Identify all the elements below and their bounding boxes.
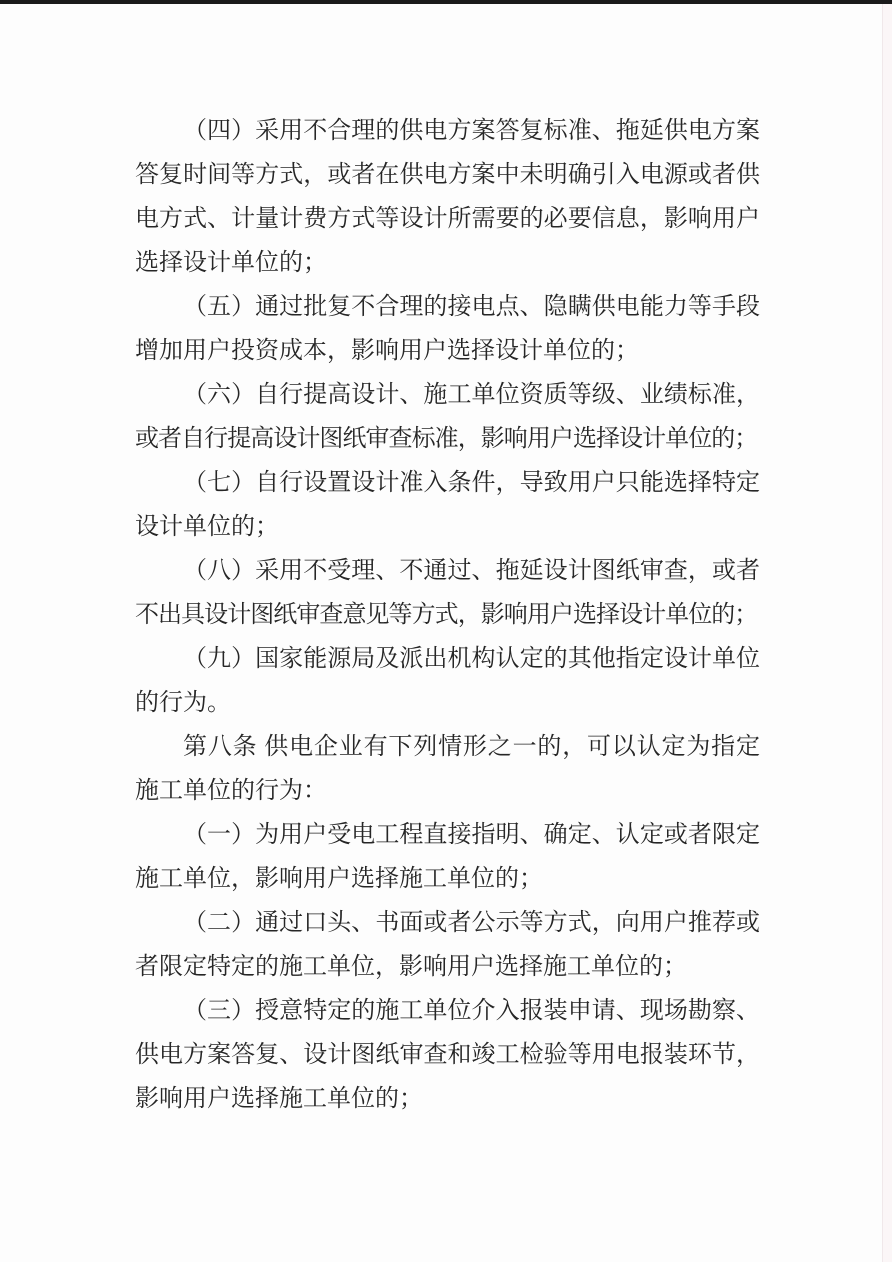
text-line: 供电方案答复、设计图纸审查和竣工检验等用电报装环节， (135, 1042, 760, 1068)
text-line: （六）自行提高设计、施工单位资质等级、业绩标准， (183, 382, 760, 408)
document-text (135, 109, 760, 1121)
text-line: （二）通过口头、书面或者公示等方式，向用户推荐或 (183, 910, 760, 936)
text-line: 或者自行提高设计图纸审查标准，影响用户选择设计单位的； (135, 426, 758, 452)
page-right-edge (882, 4, 892, 1262)
text-line: 施工单位的行为： (135, 778, 327, 804)
text-line: 设计单位的； (135, 514, 279, 540)
text-line: 电方式、计量计费方式等设计所需要的必要信息，影响用户 (135, 206, 760, 232)
text-line: （四）采用不合理的供电方案答复标准、拖延供电方案 (183, 118, 760, 144)
text-line: （五）通过批复不合理的接电点、隐瞒供电能力等手段 (183, 294, 760, 320)
text-line: 影响用户选择施工单位的； (135, 1086, 423, 1112)
text-line: 者限定特定的施工单位，影响用户选择施工单位的； (135, 954, 687, 980)
text-line: （八）采用不受理、不通过、拖延设计图纸审查，或者 (183, 558, 760, 584)
text-line: （三）授意特定的施工单位介入报装申请、现场勘察、 (183, 998, 760, 1024)
text-line: 第八条 供电企业有下列情形之一的，可以认定为指定 (183, 734, 760, 760)
text-line: 不出具设计图纸审查意见等方式，影响用户选择设计单位的； (135, 602, 758, 628)
text-line: （九）国家能源局及派出机构认定的其他指定设计单位 (183, 646, 760, 672)
text-line: 施工单位，影响用户选择施工单位的； (135, 866, 543, 892)
text-line: （一）为用户受电工程直接指明、确定、认定或者限定 (183, 822, 760, 848)
text-line: 的行为。 (135, 690, 231, 716)
page-top-edge (0, 0, 892, 4)
text-line: 选择设计单位的； (135, 250, 327, 276)
text-line: 增加用户投资成本，影响用户选择设计单位的； (135, 338, 639, 364)
text-line: （七）自行设置设计准入条件，导致用户只能选择特定 (183, 470, 760, 496)
text-line: 答复时间等方式，或者在供电方案中未明确引入电源或者供 (135, 162, 760, 188)
